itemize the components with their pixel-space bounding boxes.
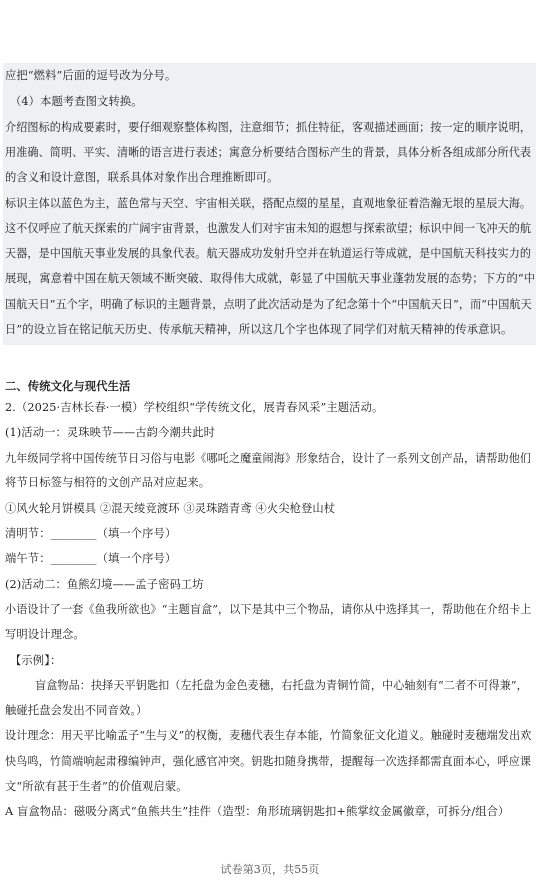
activity-2-description: 小语设计了一套《鱼我所欲也》“主题盲盒”，以下是其中三个物品，请你从中选择其一，帮助他在介绍卡上 xyxy=(5,603,532,616)
activity-2-description: 写明设计理念。 xyxy=(5,628,85,641)
answer-line: （4）本题考查图文转换。 xyxy=(10,95,143,108)
design-concept: 文“所欲有甚于生者”的价值观启蒙。 xyxy=(5,780,188,793)
blind-box-item-a: A 盲盒物品：磁吸分离式“鱼熊共生”挂件（造型：角形琉璃钥匙扣+熊掌纹金属徽章，可拆分/组合） xyxy=(5,805,510,818)
design-concept: 快鸟鸣，竹简端响起肃穆编钟声，强化感官冲突。钥匙扣随身携带，提醒每一次选择都需直面本心，呼应课 xyxy=(5,755,532,768)
activity-2-title: (2)活动二：鱼熊幻境——孟子密码工坊 xyxy=(5,578,204,591)
section-heading: 二、传统文化与现代生活 xyxy=(5,379,131,393)
answer-line: 标识主体以蓝色为主，蓝色常与天空、宇宙相关联，搭配点缀的星星，直观地象征着浩瀚无垠的星辰大海。 xyxy=(5,197,532,210)
answer-line: 应把“燃料”后面的逗号改为分号。 xyxy=(5,69,177,82)
answer-line: 这不仅呼应了航天探索的广阔宇宙背景，也激发人们对宇宙未知的遐想与探索欲望；标识中间一飞冲天的航 xyxy=(5,222,532,235)
example-item: 盲盒物品：抉择天平钥匙扣（左托盘为金色麦穗，右托盘为青铜竹简，中心轴刻有“二者不可得兼”， xyxy=(35,679,528,692)
qingming-blank: 清明节：________（填一个序号） xyxy=(5,527,177,540)
page-footer: 试卷第3页，共55页 xyxy=(220,863,320,876)
activity-1-title: (1)活动一：灵珠映节——古韵今潮共此时 xyxy=(5,426,216,439)
design-concept: 设计理念：用天平比喻孟子“生与义”的权衡，麦穗代表生存本能，竹简象征文化道义。触碰时麦穗端发出欢 xyxy=(5,729,532,742)
answer-line: 天器，是中国航天事业发展的具象代表。航天器成功发射升空并在轨道运行等成就，是中国航天科技实力的 xyxy=(5,247,532,260)
activity-1-description: 九年级同学将中国传统节日习俗与电影《哪吒之魔童闹海》形象结合，设计了一系列文创产品，请帮助他们 xyxy=(5,452,532,465)
question-intro: 2.（2025·吉林长春·一模）学校组织“学传统文化，展青春风采”主题活动。 xyxy=(5,401,384,414)
answer-line: 国航天日”五个字，明确了标识的主题背景，点明了此次活动是为了纪念第十个“中国航天日”，而“中国航天 xyxy=(5,298,532,311)
example-item: 触碰托盘会发出不同音效。） xyxy=(5,704,148,717)
answer-line: 展现，寓意着中国在航天领域不断突破、取得伟大成就，彰显了中国航天事业蓬勃发展的态势；下方的“中 xyxy=(5,272,536,285)
duanwu-blank: 端午节：________（填一个序号） xyxy=(5,552,177,565)
answer-line: 介绍图标的构成要素时，要仔细观察整体构图，注意细节；抓住特征，客观描述画面；按一定的顺序说明， xyxy=(5,121,532,134)
answer-line: 日”的设立旨在铭记航天历史、传承航天精神，所以这几个字也体现了同学们对航天精神的传承意识。 xyxy=(5,323,513,336)
answer-line: 用准确、简明、平实、清晰的语言进行表述；寓意分析要结合图标产生的背景，具体分析各组成部分所代表 xyxy=(5,146,532,159)
example-label: 【示例】： xyxy=(10,654,62,667)
answer-line: 的含义和设计意图，联系具体对象作出合理推断即可。 xyxy=(5,171,279,184)
product-options: ①风火轮月饼模具 ②混天绫竞渡环 ③灵珠踏青鸢 ④火尖枪登山杖 xyxy=(5,502,336,515)
activity-1-description: 将节日标签与相符的文创产品对应起来。 xyxy=(5,476,211,489)
